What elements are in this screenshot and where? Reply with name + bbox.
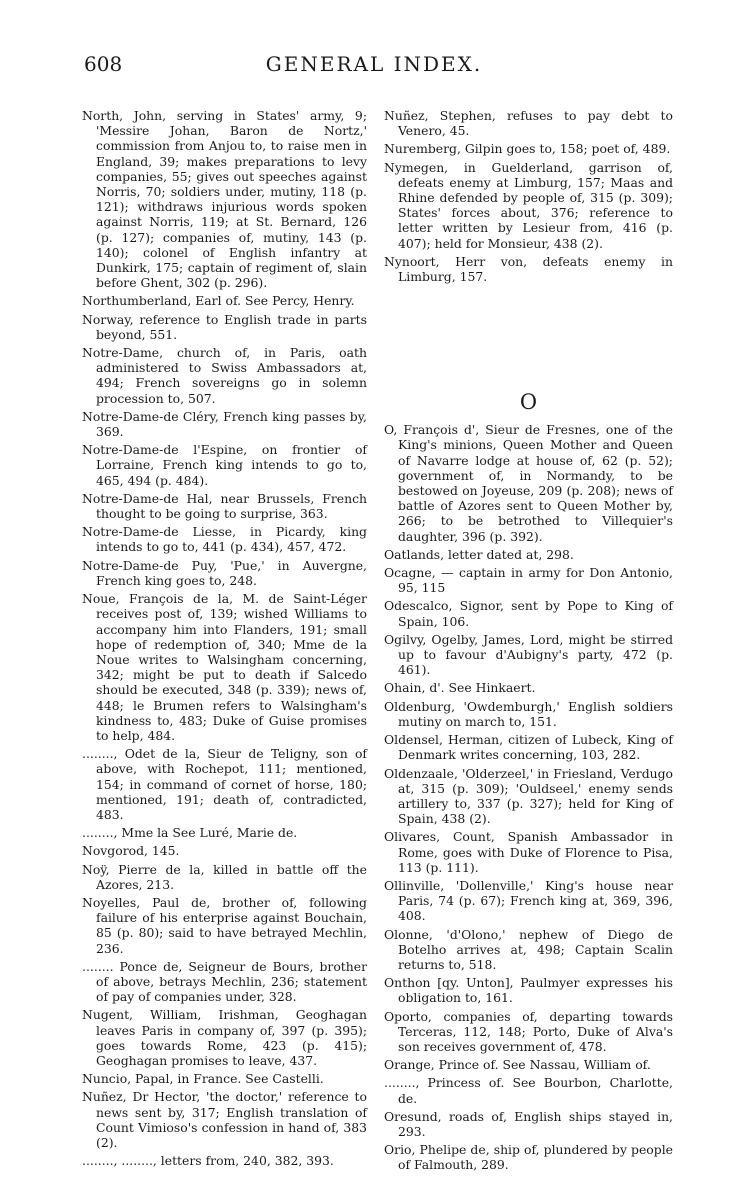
index-entry: Notre-Dame-de Cléry, French king passes by, 369. <box>82 408 367 440</box>
index-entry: Ocagne, — captain in army for Don Antonio, 95, 115 <box>384 565 673 596</box>
index-entry: ........, ........, letters from, 240, 382, 393. <box>82 1153 334 1169</box>
index-entry: Notre-Dame-de Hal, near Brussels, French thought to be going to surprise, 363. <box>82 490 367 522</box>
index-entry: Novgorod, 145. <box>82 843 180 859</box>
index-entry: Oresund, roads of, English ships stayed in, 293. <box>384 1108 673 1139</box>
index-entry: Oldenburg, 'Owdemburgh,' English soldiers mutiny on march to, 151. <box>384 698 673 729</box>
index-entry: Oldensel, Herman, citizen of Lubeck, King of Denmark writes concerning, 103, 282. <box>384 732 673 763</box>
index-entry: Olonne, 'd'Olono,' nephew of Diego de Botelho arrives at, 498; Captain Scalin returns to, 518. <box>384 926 673 972</box>
index-entry: Noÿ, Pierre de la, killed in battle off the Azores, 213. <box>82 861 367 892</box>
index-entry: Oatlands, letter dated at, 298. <box>384 546 574 562</box>
index-entry: Orio, Phelipe de, ship of, plundered by people of Falmouth, 289. <box>384 1142 673 1173</box>
index-entry: Nuremberg, Gilpin goes to, 158; poet of, 489. <box>384 141 671 157</box>
index-entry: Northumberland, Earl of. See Percy, Henry. <box>82 293 355 309</box>
index-entry: North, John, serving in States' army, 9; 'Messire Johan, Baron de Nortz,' commission from Anjou to, to raise men in England, 39; makes preparations to levy companies, 55; gives out speeches against Norris, 70; soldiers under, mutiny, 118 (p. 121); withdraws injurious words spoken against Norris, 119; at St. Bernard, 126 (p. 127); companies of, mutiny, 143 (p. 140); colonel of English infantry at Dunkirk, 175; captain of regiment of, slain before Ghent, 302 (p. 296). <box>82 108 367 291</box>
index-entry: Noue, François de la, M. de Saint-Léger receives post of, 139; wished Williams to accompany him into Flanders, 191; small hope of redemption of, 340; Mme de la Noue writes to Walsingham concerning, 342; might be put to death if Salcedo should be executed, 348 (p. 339); news of, 448; le Brumen refers to Walsingham's kindness to, 483; Duke of Guise promises to help, 484. <box>82 591 367 743</box>
page-number: 608 <box>84 52 123 76</box>
index-entry: Nymegen, in Guelderland, garrison of, defeats enemy at Limburg, 157; Maas and Rhine defended by people of, 315 (p. 309); States' forces about, 376; reference to letter written by Lesieur from, 416 (p. 407); held for Monsieur, 438 (2). <box>384 159 673 251</box>
index-entry: Ollinville, 'Dollenville,' King's house near Paris, 74 (p. 67); French king at, 369, 396, 408. <box>384 877 673 924</box>
index-entry: Orange, Prince of. See Nassau, William of. <box>384 1057 651 1073</box>
index-entry: Noyelles, Paul de, brother of, following failure of his enterprise against Bouchain, 85 (p. 80); said to have betrayed Mechlin, 236. <box>82 894 367 956</box>
index-entry: Odescalco, Signor, sent by Pope to King of Spain, 106. <box>384 598 673 629</box>
index-entry: ........ Ponce de, Seigneur de Bours, brother of above, betrays Mechlin, 236; statement of pay of companies under, 328. <box>82 958 367 1005</box>
index-entry: Ohain, d'. See Hinkaert. <box>384 680 536 696</box>
index-entry: Olivares, Count, Spanish Ambassador in Rome, goes with Duke of Florence to Pisa, 113 (p. 111). <box>384 829 673 875</box>
section-letter-heading: O <box>519 390 538 415</box>
index-entry: ........, Mme la See Luré, Marie de. <box>82 825 298 841</box>
page-header <box>0 52 748 82</box>
index-entry: Notre-Dame-de l'Espine, on frontier of Lorraine, French king intends to go to, 465, 494 (p. 484). <box>82 442 367 488</box>
index-entry: Nugent, William, Irishman, Geoghagan leaves Paris in company of, 397 (p. 395); goes towards Rome, 423 (p. 415); Geoghagan promises to leave, 437. <box>82 1007 367 1068</box>
index-entry: ........, Odet de la, Sieur de Teligny, son of above, with Rochepot, 111; mentioned, 154; in command of cornet of horse, 180; mentioned, 191; death of, contradicted, 483. <box>82 746 367 822</box>
index-entry: Notre-Dame, church of, in Paris, oath administered to Swiss Ambassadors at, 494; French sovereigns go in solemn procession to, 507. <box>82 345 367 406</box>
index-entry: Norway, reference to English trade in parts beyond, 551. <box>82 311 367 342</box>
index-entry: Nuñez, Stephen, refuses to pay debt to Venero, 45. <box>384 108 673 139</box>
index-entry: Ogilvy, Ogelby, James, Lord, might be stirred up to favour d'Aubigny's party, 472 (p. 461). <box>384 631 673 678</box>
right-column <box>384 108 673 1176</box>
index-entry: Oporto, companies of, departing towards Terceras, 112, 148; Porto, Duke of Alva's son receives government of, 478. <box>384 1008 673 1054</box>
index-entry: Nynoort, Herr von, defeats enemy in Limburg, 157. <box>384 253 673 285</box>
index-entry: Oldenzaale, 'Olderzeel,' in Friesland, Verdugo at, 315 (p. 309); 'Ouldseel,' enemy sends artillery to, 337 (p. 327); held for King of Spain, 438 (2). <box>384 765 673 827</box>
page-title: GENERAL INDEX. <box>265 52 483 76</box>
index-entry: Notre-Dame-de Puy, 'Pue,' in Auvergne, French king goes to, 248. <box>82 557 367 588</box>
index-entry: Nuñez, Dr Hector, 'the doctor,' reference to news sent by, 317; English translation of Count Vimioso's confession in hand of, 383 (2). <box>82 1089 367 1150</box>
index-entry: ........, Princess of. See Bourbon, Charlotte, de. <box>384 1075 673 1106</box>
index-entry: Nuncio, Papal, in France. See Castelli. <box>82 1071 324 1087</box>
index-entry: Onthon [qy. Unton], Paulmyer expresses his obligation to, 161. <box>384 975 673 1006</box>
left-column <box>82 108 367 1171</box>
index-entry: Notre-Dame-de Liesse, in Picardy, king intends to go to, 441 (p. 434), 457, 472. <box>82 524 367 555</box>
index-entry: O, François d', Sieur de Fresnes, one of the King's minions, Queen Mother and Queen of Navarre lodge at house of, 62 (p. 52); government of, in Normandy, to be bestowed on Joyeuse, 209 (p. 208); news of battle of Azores sent to Queen Mother by, 266; to be betrothed to Villequier's daughter, 396 (p. 392). <box>384 422 673 544</box>
